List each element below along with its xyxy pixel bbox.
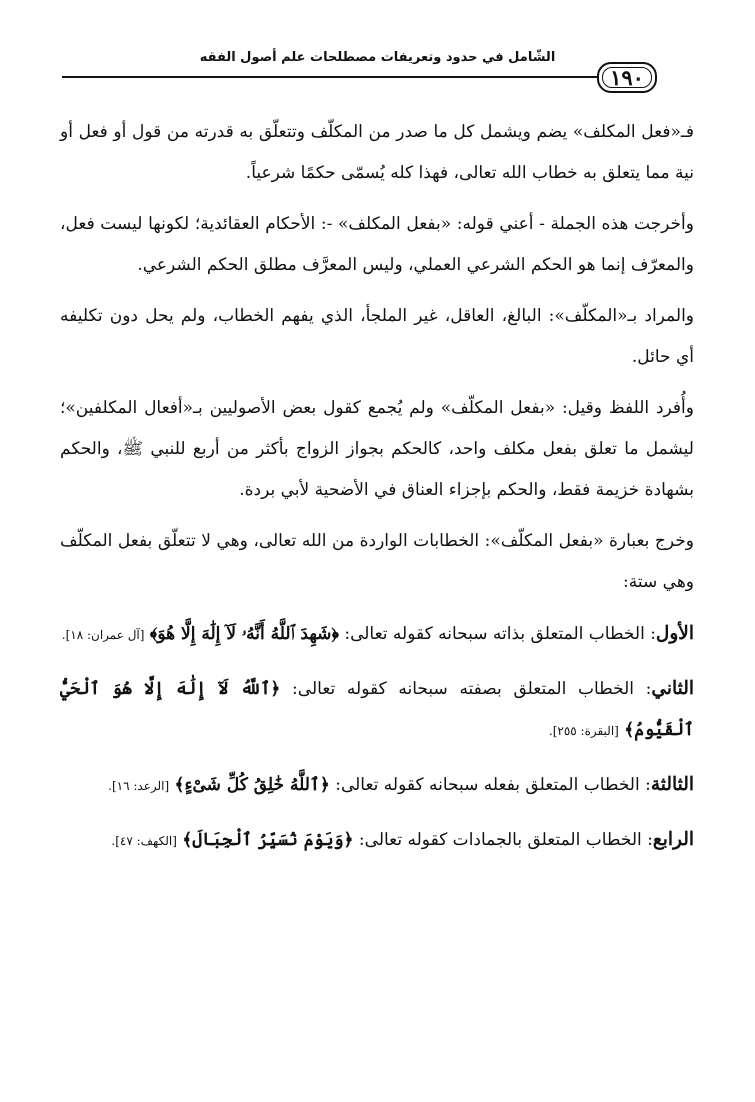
ornate-bracket-close: ﴾ bbox=[174, 775, 185, 795]
paragraph: وأخرجت هذه الجملة - أعني قوله: «بفعل المكلف» -: الأحكام العقائدية؛ لكونها ليست فعل، والمعرّف إنما هو الحكم الشرعي العملي، وليس المعرَّف مطلق الحكم الشرعي. bbox=[60, 214, 694, 275]
ornate-bracket-open: ﴿ bbox=[270, 679, 281, 699]
verse-citation: [الرعد: ١٦]. bbox=[108, 779, 170, 793]
entry-term: الأول bbox=[655, 623, 694, 644]
ornate-bracket-open: ﴿ bbox=[331, 624, 339, 644]
entry-term: الرابع bbox=[652, 829, 694, 850]
page-number-frame bbox=[597, 62, 657, 93]
list-item bbox=[60, 668, 694, 752]
entry-term: الثاني bbox=[651, 678, 694, 699]
entry-text: : الخطاب المتعلق بالجمادات كقوله تعالى: bbox=[353, 830, 653, 850]
list-item bbox=[60, 764, 694, 807]
header-rule bbox=[62, 76, 599, 78]
ornate-bracket-open: ﴿ bbox=[343, 830, 354, 850]
ornate-bracket-close: ﴾ bbox=[149, 624, 158, 644]
quran-verse: ٱللَّهُ لَآ إِلَٰهَ إِلَّا هُوَ ٱلْحَيُّ ٱلْقَيُّومُ bbox=[60, 679, 694, 740]
ornate-bracket-close: ﴾ bbox=[624, 720, 635, 740]
entry-text: : الخطاب المتعلق بفعله سبحانه كقوله تعالى: bbox=[329, 775, 651, 795]
paragraph: فـ«فعل المكلف» يضم ويشمل كل ما صدر من المكلّف وتتعلّق به قدرته من قول أو فعل أو نية مما يتعلق به خطاب الله تعالى، فهذا كله يُسمّى حكمًا شرعياً. bbox=[60, 122, 694, 183]
entry-text: : الخطاب المتعلق بصفته سبحانه كقوله تعالى: bbox=[280, 679, 652, 699]
ornate-bracket-close: ﴾ bbox=[182, 830, 193, 850]
page-number: ١٩٠ bbox=[610, 65, 644, 90]
ornate-bracket-open: ﴿ bbox=[319, 775, 330, 795]
verse-citation: [آل عمران: ١٨]. bbox=[61, 628, 145, 642]
paragraph: وخرج بعبارة «بفعل المكلّف»: الخطابات الواردة من الله تعالى، وهي لا تتعلّق بفعل المكلّف وهي ستة: bbox=[60, 531, 694, 592]
verse-citation: [البقرة: ٢٥٥]. bbox=[548, 724, 619, 738]
entry-term: الثالثة bbox=[650, 774, 694, 795]
verse-citation: [الكهف: ٤٧]. bbox=[111, 834, 177, 848]
list-item bbox=[60, 613, 694, 656]
entry-text: : الخطاب المتعلق بذاته سبحانه كقوله تعالى: bbox=[338, 624, 656, 644]
running-title: الشّامل في حدود وتعريفات مصطلحات علم أصول الفقه bbox=[199, 50, 556, 65]
paragraph: والمراد بـ«المكلّف»: البالغ، العاقل، غير الملجأ، الذي يفهم الخطاب، ولم يحل دون تكليفه أي حائل. bbox=[60, 306, 694, 367]
quran-verse: شَهِدَ ٱللَّهُ أَنَّهُۥ لَآ إِلَٰهَ إِلَّا هُوَ bbox=[157, 624, 332, 644]
quran-verse: وَيَوْمَ نُسَيِّرُ ٱلْجِبَالَ bbox=[192, 830, 344, 850]
list-item bbox=[60, 819, 694, 862]
body-text bbox=[60, 112, 694, 874]
paragraph: وأُفرد اللفظ وقيل: «بفعل المكلّف» ولم يُجمع كقول بعض الأصوليين بـ«أفعال المكلفين»؛ ليشمل ما تعلق بفعل مكلف واحد، كالحكم بجواز الزواج بأكثر من أربع للنبي ﷺ، والحكم بشهادة خزيمة فقط، والحكم بإجزاء العناق في الأضحية لأبي بردة. bbox=[60, 398, 694, 500]
quran-verse: ٱللَّهُ خَٰلِقُ كُلِّ شَىْءٍ bbox=[184, 775, 320, 795]
